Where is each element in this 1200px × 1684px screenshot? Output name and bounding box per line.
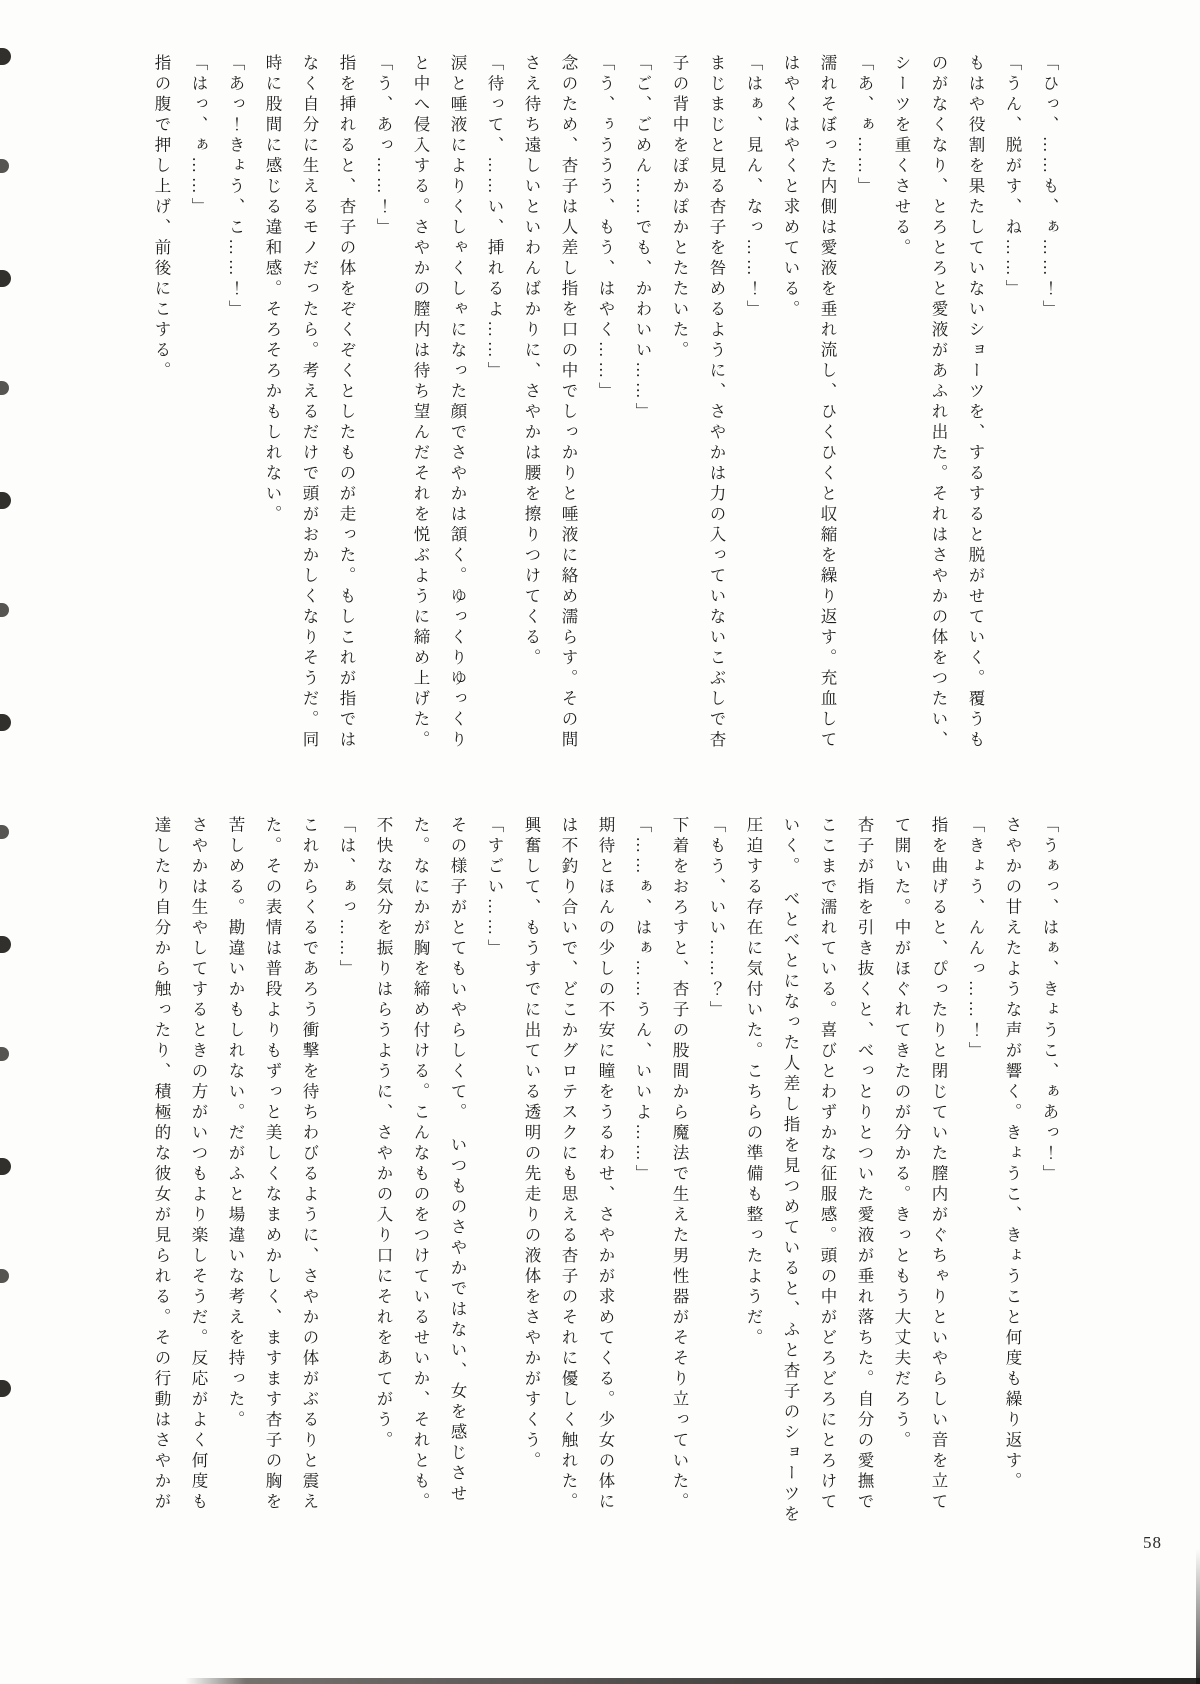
paragraph: 指の腹で押し上げ、前後にこする。 — [152, 54, 171, 382]
scan-edge-corner — [1196, 1549, 1200, 1684]
paragraph: もはや役割を果たしていないショーツを、するすると脱がせていく。覆うものがなくなり、とろとろと愛液があふれ出た。それはさやかの体をつたい、シーツを重くさせる。 — [892, 54, 985, 751]
paragraph: 「う、ぅううう、もう、はやく……」 — [596, 54, 615, 403]
paragraph: その様子がとてもいやらしくて。 いつものさやかではない、女を感じさせた。なにかが胸を締め付ける。こんなものをつけているせいか、それとも。不快な気分を振りはらうように、さやかの入り口にそれをあてがう。 — [374, 816, 467, 1513]
paragraph: 念のため、杏子は人差し指を口の中でしっかりと唾液に絡め濡らす。その間さえ待ち遠しいといわんばかりに、さやかは腰を擦りつけてくる。 — [522, 54, 578, 751]
binding-mark — [0, 48, 11, 65]
binding-mark — [0, 270, 11, 287]
paragraph: 「……ぁ、はぁ……うん、いいよ……」 — [633, 816, 652, 1185]
page-number: 58 — [1143, 1533, 1162, 1552]
paragraph: これからくるであろう衝撃を待ちわびるように、さやかの体がぶるりと震えた。その表情は普段よりもずっと美しくなまめかしく、ますます杏子の胸を苦しめる。勘違いかもしれない。だがふと場違いな考えを持った。 — [226, 816, 319, 1513]
binding-mark — [0, 714, 11, 731]
paragraph: まじまじと見る杏子を咎めるように、さやかは力の入っていないこぶしで杏子の背中をぽかぽかとたたいた。 — [670, 54, 726, 751]
lower-text-block — [128, 816, 1068, 1528]
binding-mark — [0, 1380, 11, 1397]
paragraph: 「はぁ、見ん、なっ……！」 — [744, 54, 763, 321]
paragraph: 「あっ！きょう、こ……！」 — [226, 54, 245, 321]
paragraph: 「うぁっ、はぁ、きょうこ、ぁあっ！」 — [1040, 816, 1059, 1185]
binding-mark — [0, 603, 9, 617]
binding-mark — [0, 492, 11, 509]
paragraph: 指を挿れると、杏子の体をぞくぞくとしたものが走った。もしこれが指ではなく自分に生えるモノだったら。考えるだけで頭がおかしくなりそうだ。同時に股間に感じる違和感。そろそろかもしれない。 — [263, 54, 356, 751]
paragraph: 「は、ぁっ……」 — [337, 816, 356, 980]
paragraph: さやかは生やしてするときの方がいつもより楽しそうだ。反応がよく何度も達したり自分から触ったり、積極的な彼女が見られる。その行動はさやかが — [152, 816, 208, 1513]
binding-marks — [0, 0, 20, 1684]
paragraph: 「はっ、ぁ……」 — [189, 54, 208, 218]
paragraph: 下着をおろすと、杏子の股間から魔法で生えた男性器がそそり立っていた。 — [670, 816, 689, 1513]
paragraph: 杏子が指を引き抜くと、べっとりとついた愛液が垂れ落ちた。自分の愛撫でここまで濡れている。喜びとわずかな征服感。頭の中がどろどろにとろけていく。 べとべとになった人差し指を見つめていると、ふと杏子のショーツを圧迫する存在に気付いた。こちらの準備も整ったようだ。 — [744, 816, 874, 1526]
upper-text-block — [128, 54, 1068, 766]
binding-mark — [0, 1158, 11, 1175]
paragraph: 「ひっ、……も、ぁ……！」 — [1040, 54, 1059, 321]
binding-mark — [0, 825, 9, 839]
paragraph: 指を曲げると、ぴったりと閉じていた膣内がぐちゃりといやらしい音を立てて開いた。中がほぐれてきたのが分かる。きっともう大丈夫だろう。 — [892, 816, 948, 1513]
binding-mark — [0, 1269, 9, 1283]
binding-mark — [0, 381, 9, 395]
paragraph: 「う、あっ……！」 — [374, 54, 393, 239]
paragraph: 期待とほんの少しの不安に瞳をうるわせ、さやかが求めてくる。少女の体には不釣り合いで、どこかグロテスクにも思える杏子のそれに優しく触れた。興奮して、もうすでに出ている透明の先走りの液体をさやかがすくう。 — [522, 816, 615, 1513]
scan-edge-bottom — [185, 1678, 1200, 1684]
paragraph: 「もう、いい……？」 — [707, 816, 726, 1021]
paragraph: 「ご、ごめん……でも、かわいい……」 — [633, 54, 652, 423]
paragraph: 「うん、脱がす、ね……」 — [1003, 54, 1022, 300]
paragraph: 「あ、ぁ……」 — [855, 54, 874, 198]
paragraph: さやかの甘えたような声が響く。きょうこ、きょうこと何度も繰り返す。 — [1003, 816, 1022, 1493]
paragraph: 「待って、……い、挿れるよ……」 — [485, 54, 504, 382]
paragraph: 涙と唾液によりくしゃくしゃになった顔でさやかは頷く。ゆっくりゆっくりと中へ侵入する。さやかの膣内は待ち望んだそれを悦ぶように締め上げた。 — [411, 54, 467, 751]
binding-mark — [0, 1047, 9, 1061]
paragraph: 濡れそぼった内側は愛液を垂れ流し、ひくひくと収縮を繰り返す。充血してはやくはやくと求めている。 — [781, 54, 837, 751]
paragraph: 「きょう、んんっ……！」 — [966, 816, 985, 1062]
binding-mark — [0, 936, 11, 953]
paragraph: 「すごい……」 — [485, 816, 504, 960]
binding-mark — [0, 159, 9, 173]
